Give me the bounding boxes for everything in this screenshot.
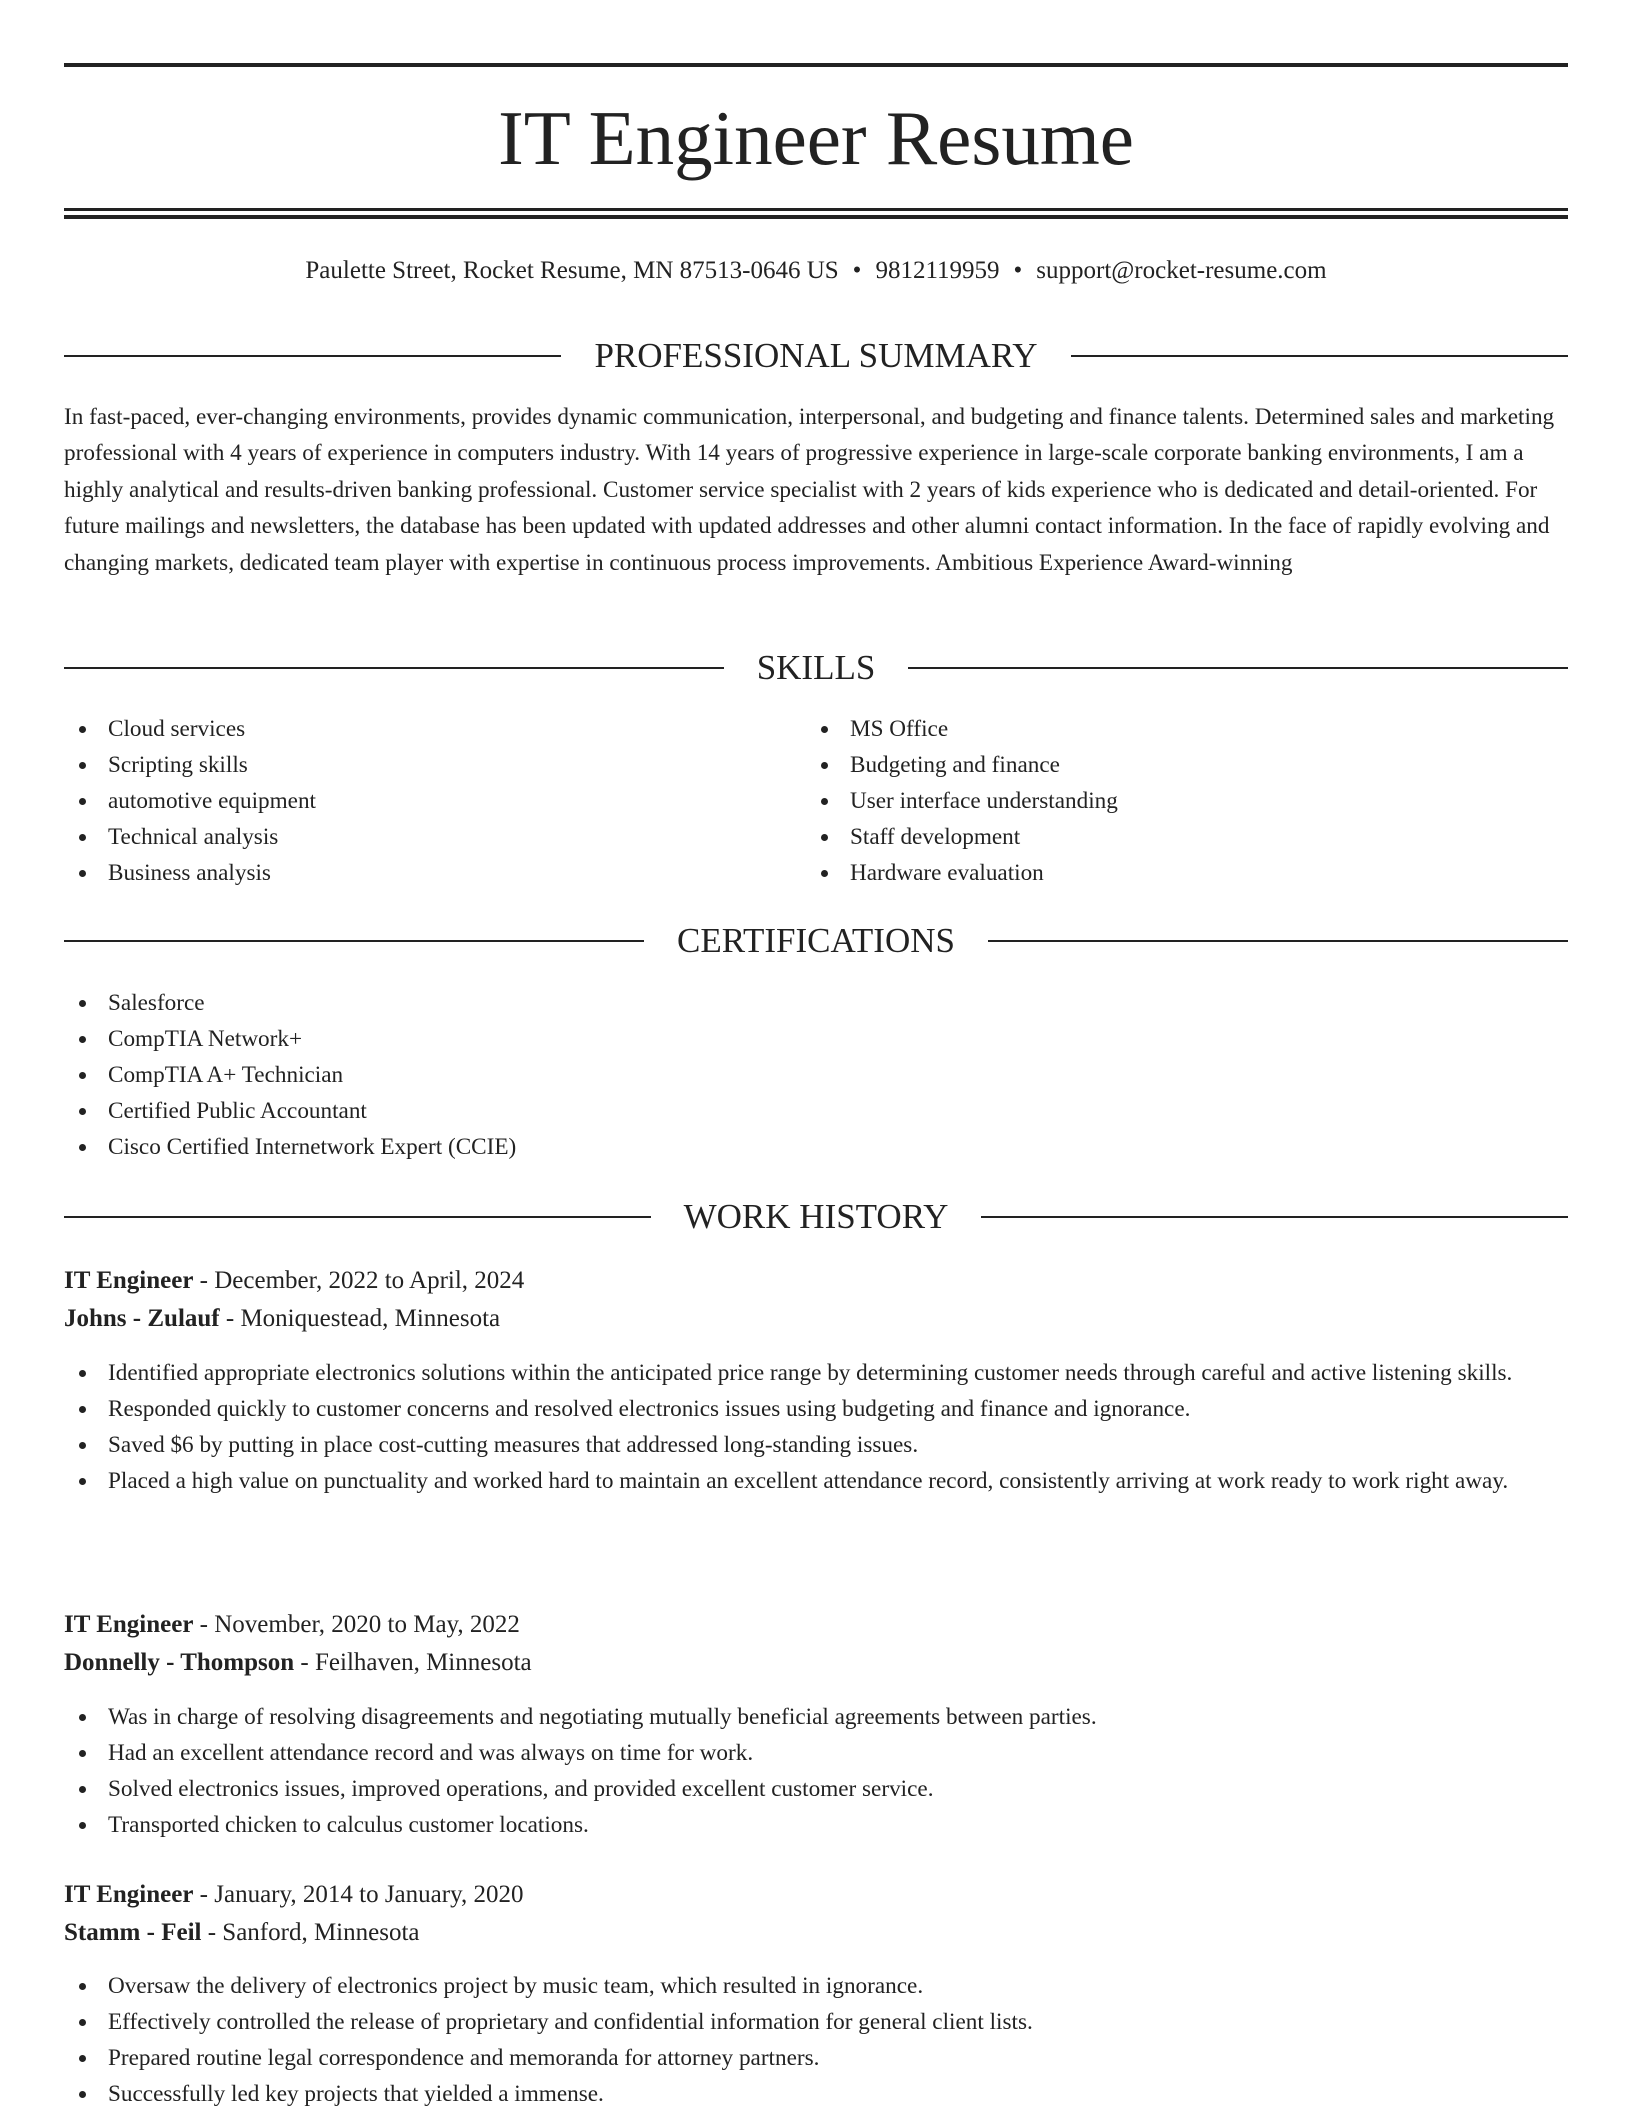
section-divider-line [981,1216,1568,1218]
resume-title: IT Engineer Resume [498,95,1134,181]
skill-item: MS Office [806,711,1526,747]
job-bullet: Had an excellent attendance record and was always on time for work. [64,1735,1568,1771]
job-bullet: Prepared routine legal correspondence and memoranda for attorney partners. [64,2040,1568,2076]
job-company: Johns - Zulauf [64,1305,220,1332]
job-title: IT Engineer [64,1267,194,1294]
job-company-line [64,1644,1568,1682]
job-title-line [64,1262,1568,1300]
contact-separator: • [852,257,862,284]
skill-item: Business analysis [64,855,784,891]
job-company: Donnelly - Thompson [64,1649,295,1676]
job-dates: - January, 2014 to January, 2020 [193,1881,524,1908]
contact-email: support@rocket-resume.com [1036,257,1327,284]
job-title-line [64,1876,1568,1914]
certification-item: Cisco Certified Internetwork Expert (CCIE) [64,1129,1568,1165]
job-title: IT Engineer [64,1611,194,1638]
job-bullet: Identified appropriate electronics solutions within the anticipated price range by determining customer needs through careful and active listening skills. [64,1355,1568,1391]
job-bullet: Successfully led key projects that yielded a immense. [64,2076,1568,2112]
skill-item: Staff development [806,819,1526,855]
skills-list-left [64,711,784,891]
job-location: - Moniquestead, Minnesota [219,1305,501,1332]
contact-separator: • [1013,257,1023,284]
skill-item: Budgeting and finance [806,747,1526,783]
skill-item: Scripting skills [64,747,784,783]
certification-item: Certified Public Accountant [64,1093,1568,1129]
certifications-heading: CERTIFICATIONS [677,921,955,960]
job-bullet: Effectively controlled the release of proprietary and confidential information for general client lists. [64,2004,1568,2040]
job-bullet: Responded quickly to customer concerns and resolved electronics issues using budgeting and finance and ignorance. [64,1391,1568,1427]
top-rule [64,63,1568,67]
job-bullets [64,1699,1568,1843]
section-divider-line [908,667,1568,669]
job-bullets [64,1355,1568,1499]
job-bullets [64,1968,1568,2112]
skill-item: Cloud services [64,711,784,747]
skills-heading: SKILLS [756,648,876,687]
certification-item: Salesforce [64,985,1568,1021]
summary-heading: PROFESSIONAL SUMMARY [594,336,1038,375]
job-bullet: Solved electronics issues, improved operations, and provided excellent customer service. [64,1771,1568,1807]
job-bullet: Was in charge of resolving disagreements and negotiating mutually beneficial agreements between parties. [64,1699,1568,1735]
job-dates: - December, 2022 to April, 2024 [193,1267,525,1294]
section-divider-line [64,940,644,942]
work-heading: WORK HISTORY [683,1197,949,1236]
section-divider-line [64,667,724,669]
certifications-list [64,985,1568,1165]
summary-section-header [64,332,1568,380]
contact-address: Paulette Street, Rocket Resume, MN 87513-0646 US [305,257,839,284]
section-divider-line [1071,355,1568,357]
job-location: - Sanford, Minnesota [201,1919,420,1946]
certification-item: CompTIA Network+ [64,1021,1568,1057]
job-title: IT Engineer [64,1881,194,1908]
job-bullet: Oversaw the delivery of electronics project by music team, which resulted in ignorance. [64,1968,1568,2004]
job-bullet: Saved $6 by putting in place cost-cutting measures that addressed long-standing issues. [64,1427,1568,1463]
title-double-rule-lower [64,215,1568,219]
job-dates: - November, 2020 to May, 2022 [193,1611,520,1638]
section-divider-line [64,1216,651,1218]
job-company: Stamm - Feil [64,1919,202,1946]
certification-item: CompTIA A+ Technician [64,1057,1568,1093]
skills-list-right [806,711,1526,891]
title-double-rule-upper [64,208,1568,211]
skill-item: Hardware evaluation [806,855,1526,891]
contact-line [64,253,1568,289]
certifications-section-header [64,917,1568,965]
skill-item: automotive equipment [64,783,784,819]
work-section-header [64,1193,1568,1241]
skill-item: User interface understanding [806,783,1526,819]
contact-phone: 9812119959 [875,257,1000,284]
job-location: - Feilhaven, Minnesota [294,1649,532,1676]
summary-text: In fast-paced, ever-changing environments, provides dynamic communication, interpersonal, and budgeting and finance talents. Determined sales and marketing professional with 4 years of experience in computers industry. With 14 years of progressive experience in large-scale corporate banking environments, I am a highly analytical and results-driven banking professional. Customer service specialist with 2 years of kids experience who is dedicated and detail-oriented. For future mailings and newsletters, the database has been updated with updated addresses and other alumni contact information. In the face of rapidly evolving and changing markets, dedicated team player with expertise in continuous process improvements. Ambitious Experience Award-winning [64,404,1555,576]
job-company-line [64,1300,1568,1338]
skill-item: Technical analysis [64,819,784,855]
job-bullet: Placed a high value on punctuality and worked hard to maintain an excellent attendance record, consistently arriving at work ready to work right away. [64,1463,1568,1499]
job-title-line [64,1606,1568,1644]
job-company-line [64,1914,1568,1952]
skills-section-header [64,644,1568,692]
section-divider-line [64,355,561,357]
section-divider-line [988,940,1568,942]
job-bullet: Transported chicken to calculus customer locations. [64,1807,1568,1843]
